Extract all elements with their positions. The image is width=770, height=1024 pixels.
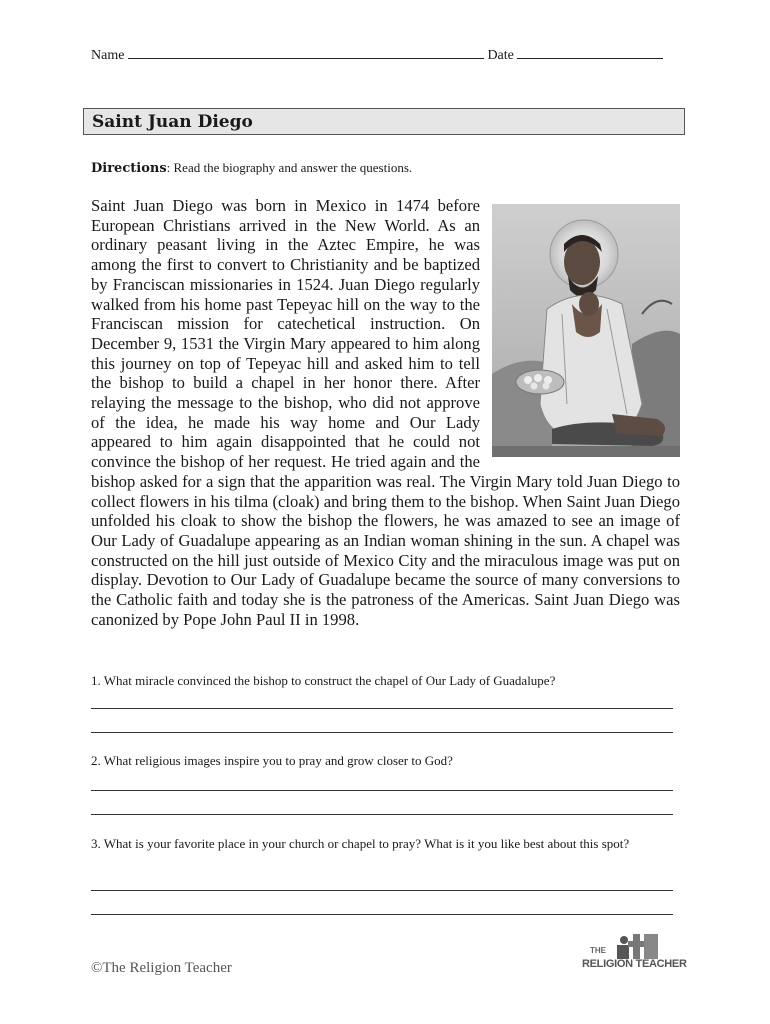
name-label: Name [91, 48, 125, 63]
answer-line-3b[interactable] [91, 914, 673, 915]
answer-line-1a[interactable] [91, 708, 673, 709]
directions [91, 160, 412, 176]
religion-teacher-logo [582, 932, 687, 976]
answer-line-1b[interactable] [91, 732, 673, 733]
saint-portrait-image [492, 204, 680, 457]
biography [91, 196, 680, 629]
biography-text: Saint Juan Diego was born in Mexico in 1474 before European Christians arrived in the New World. As an ordinary peasant living in the Aztec Empire, he was among the first to convert to Christianity and be baptized by Franciscan missionaries in 1524. Juan Diego regularly walked from his home past Tepeyac hill on the way to the Franciscan mission for catechetical instruction. On December 9, 1531 the Virgin Mary appeared to him along this journey on top of Tepeyac hill and asked him to tell the bishop to build a chapel in her honor there. After relaying the message to the bishop, who did not approve of the idea, he made his way home and Our Lady appeared to him again disappointed that he could not convince the bishop of her request. He tried again and the bishop asked for a sign that the apparition was real. The Virgin Mary told Juan Diego to collect flowers in his tilma (cloak) and bring them to the bishop. When Saint Juan Diego unfolded his cloak to show the bishop the flowers, he was amazed to see an image of Our Lady of Guadalupe appearing as an Indian woman shining in the sun. A chapel was constructed on the hill just outside of Mexico City and the miraculous image was put on display. Devotion to Our Lady of Guadalupe became the source of many conversions to the Catholic faith and today she is the patroness of the Americas. Saint Juan Diego was canonized by Pope John Paul II in 1998. [91, 196, 680, 629]
answer-line-2a[interactable] [91, 790, 673, 791]
name-date-header [91, 46, 681, 64]
directions-text: : Read the biography and answer the questions. [166, 160, 413, 175]
question-1: 1. What miracle convinced the bishop to construct the chapel of Our Lady of Guadalupe? [91, 673, 556, 688]
logo-text-religion-teacher: RELIGION TEACHER [582, 958, 687, 970]
copyright-notice: ©The Religion Teacher [91, 960, 232, 976]
page-title: Saint Juan Diego [92, 112, 253, 132]
question-2: 2. What religious images inspire you to pray and grow closer to God? [91, 753, 453, 768]
date-label: Date [487, 48, 514, 63]
question-3: 3. What is your favorite place in your church or chapel to pray? What is it you like best about this spot? [91, 836, 630, 851]
answer-line-2b[interactable] [91, 814, 673, 815]
title-bar [83, 108, 685, 135]
answer-line-3a[interactable] [91, 890, 673, 891]
logo-text-the: THE [590, 946, 606, 955]
date-field[interactable] [517, 46, 663, 59]
directions-label: Directions [91, 161, 167, 176]
name-field[interactable] [128, 46, 484, 59]
